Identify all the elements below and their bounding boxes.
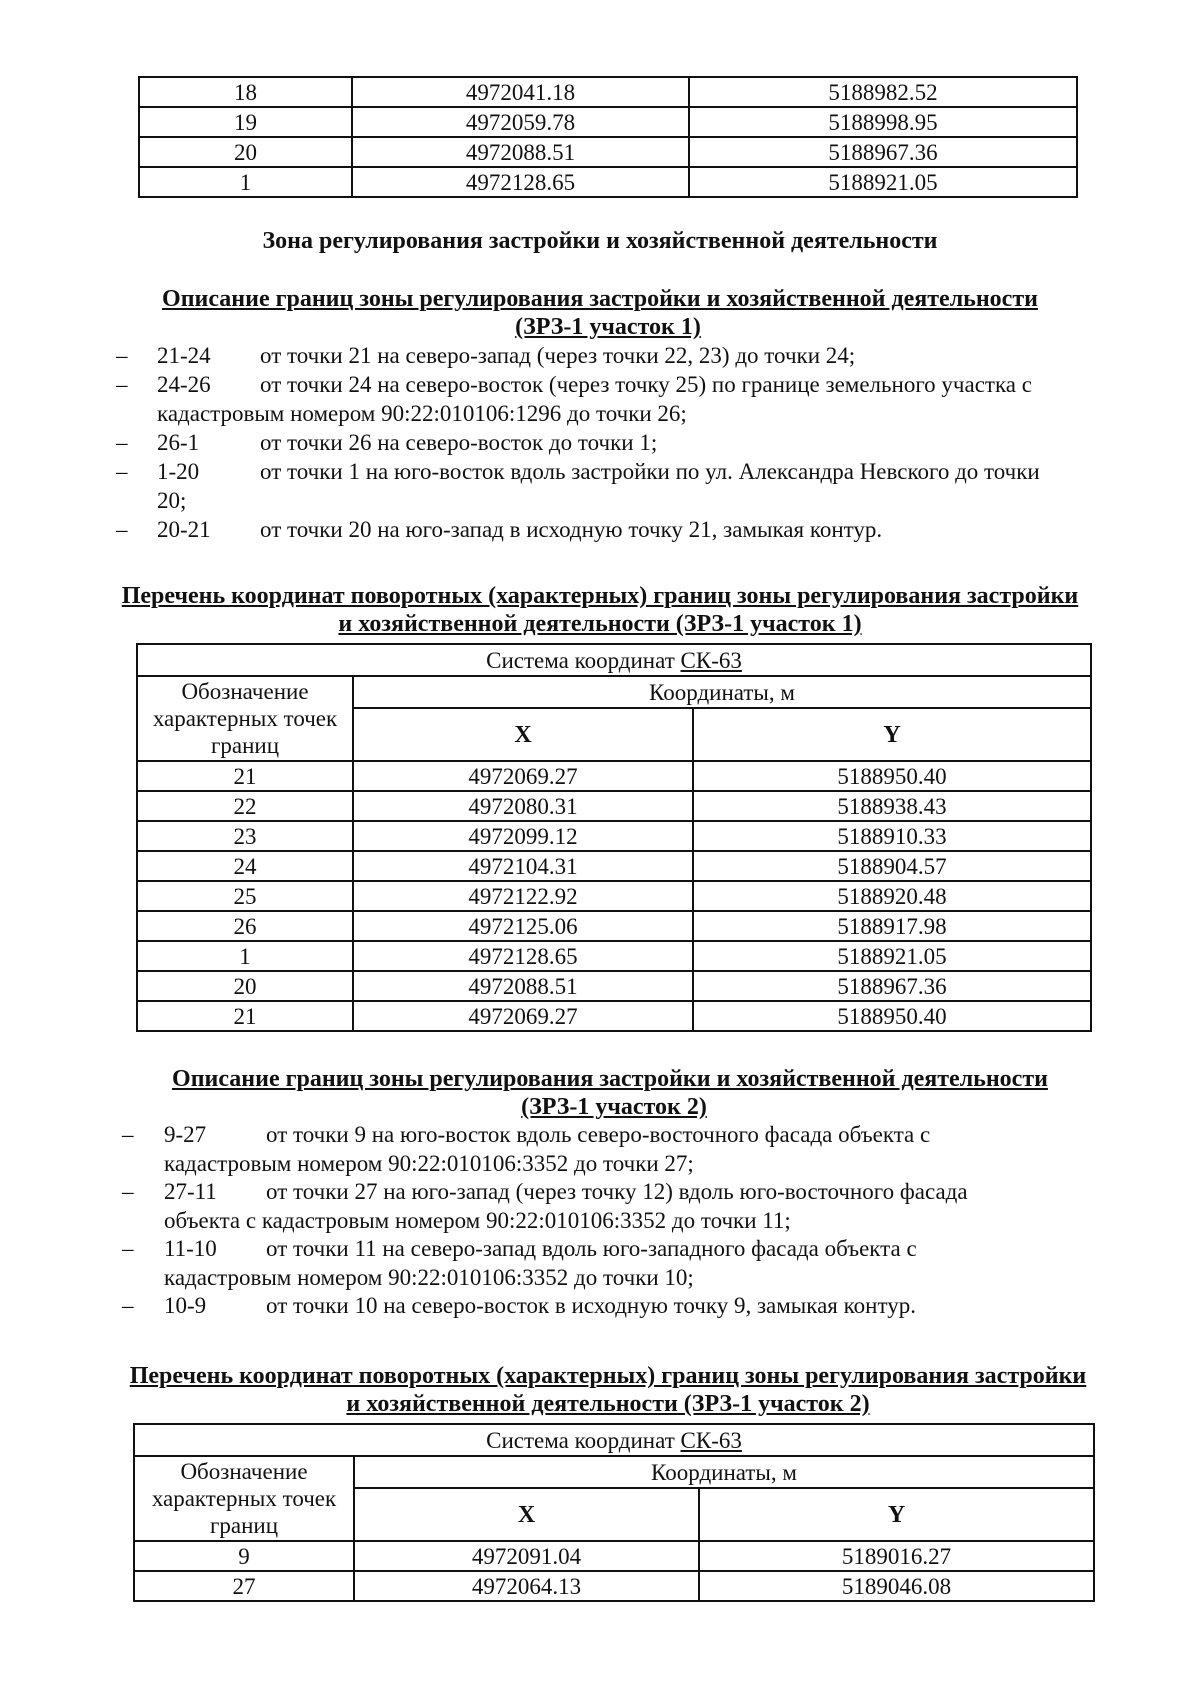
point-id-cell: 27 bbox=[134, 1571, 354, 1601]
list2-title-line2: и хозяйственной деятельности (ЗРЗ-1 участок 2) bbox=[346, 1391, 870, 1417]
segment-description-continuation: 20; bbox=[157, 488, 187, 513]
x-coordinate-cell: 4972088.51 bbox=[352, 137, 689, 167]
point-id-cell: 9 bbox=[134, 1541, 354, 1571]
y-coordinate-cell: 5188920.48 bbox=[693, 881, 1091, 911]
table-row bbox=[139, 107, 1077, 137]
y-coordinate-cell: 5188950.40 bbox=[693, 761, 1091, 791]
y-coordinate-cell: 5189016.27 bbox=[699, 1541, 1094, 1571]
coordinate-system-name: СК-63 bbox=[680, 1427, 742, 1453]
list-item bbox=[116, 515, 1180, 544]
list-item bbox=[116, 428, 1180, 457]
coordinates-table-continuation bbox=[138, 76, 1078, 198]
segment-code: 11-10 bbox=[164, 1236, 217, 1261]
table-row bbox=[137, 911, 1091, 941]
y-header: Y bbox=[699, 1488, 1094, 1541]
coordinates-header: Координаты, м bbox=[354, 1456, 1094, 1488]
x-header: X bbox=[353, 708, 693, 761]
table-row bbox=[137, 941, 1091, 971]
table-row bbox=[137, 791, 1091, 821]
table-body bbox=[134, 1424, 1094, 1601]
segment-description-continuation: кадастровым номером 90:22:010106:3352 до точки 27; bbox=[164, 1151, 694, 1176]
list-dash: – bbox=[116, 372, 128, 397]
designation-header: Обозначение характерных точек границ bbox=[134, 1456, 354, 1541]
point-id-cell: 26 bbox=[137, 911, 353, 941]
table-row bbox=[137, 821, 1091, 851]
segment-description: от точки 1 на юго-восток вдоль застройки по ул. Александра Невского до точки bbox=[260, 459, 1040, 484]
segment-code: 10-9 bbox=[164, 1293, 207, 1318]
list1-title-line2: и хозяйственной деятельности (ЗРЗ-1 участок 1) bbox=[338, 611, 862, 637]
segment-description: от точки 21 на северо-запад (через точки 22, 23) до точки 24; bbox=[260, 343, 856, 368]
x-coordinate-cell: 4972041.18 bbox=[352, 77, 689, 107]
x-header: X bbox=[354, 1488, 699, 1541]
table-header-row bbox=[137, 644, 1091, 676]
x-coordinate-cell: 4972069.27 bbox=[353, 1001, 693, 1031]
coordinate-system-cell bbox=[137, 644, 1091, 676]
list-item bbox=[122, 1120, 1180, 1178]
table-body bbox=[139, 77, 1077, 197]
x-coordinate-cell: 4972064.13 bbox=[354, 1571, 699, 1601]
table-row bbox=[137, 1001, 1091, 1031]
segment-code: 1-20 bbox=[157, 459, 200, 484]
segment-description: от точки 10 на северо-восток в исходную точку 9, замыкая контур. bbox=[266, 1293, 916, 1318]
table-row bbox=[139, 137, 1077, 167]
section2-title-line2: (ЗРЗ-1 участок 2) bbox=[521, 1094, 707, 1120]
segment-code: 9-27 bbox=[164, 1122, 207, 1147]
list-item bbox=[116, 457, 1180, 515]
section2-title-line1: Описание границ зоны регулирования застройки и хозяйственной деятельности bbox=[172, 1066, 1048, 1092]
y-coordinate-cell: 5188917.98 bbox=[693, 911, 1091, 941]
y-coordinate-cell: 5189046.08 bbox=[699, 1571, 1094, 1601]
list2-title-line1: Перечень координат поворотных (характерных) границ зоны регулирования застройки bbox=[129, 1363, 1087, 1389]
table-row bbox=[137, 881, 1091, 911]
list-item bbox=[116, 341, 1180, 370]
point-id-cell: 21 bbox=[137, 1001, 353, 1031]
segment-code: 20-21 bbox=[157, 517, 211, 542]
x-coordinate-cell: 4972128.65 bbox=[353, 941, 693, 971]
list-item bbox=[122, 1234, 1180, 1292]
y-coordinate-cell: 5188950.40 bbox=[693, 1001, 1091, 1031]
segment-description-continuation: объекта с кадастровым номером 90:22:010106:3352 до точки 11; bbox=[164, 1208, 791, 1233]
segment-description: от точки 24 на северо-восток (через точку 25) по границе земельного участка с bbox=[260, 372, 1032, 397]
y-coordinate-cell: 5188967.36 bbox=[693, 971, 1091, 1001]
point-id-cell: 24 bbox=[137, 851, 353, 881]
table-header-row bbox=[134, 1456, 1094, 1488]
section1-title-line1: Описание границ зоны регулирования застройки и хозяйственной деятельности bbox=[162, 286, 1038, 312]
segment-description: от точки 20 на юго-запад в исходную точку 21, замыкая контур. bbox=[260, 517, 883, 542]
table-row bbox=[139, 77, 1077, 107]
zone-title: Зона регулирования застройки и хозяйственной деятельности bbox=[262, 228, 938, 254]
coordinate-system-cell bbox=[134, 1424, 1094, 1456]
x-coordinate-cell: 4972091.04 bbox=[354, 1541, 699, 1571]
table-header-row bbox=[134, 1424, 1094, 1456]
x-coordinate-cell: 4972069.27 bbox=[353, 761, 693, 791]
x-coordinate-cell: 4972059.78 bbox=[352, 107, 689, 137]
x-coordinate-cell: 4972080.31 bbox=[353, 791, 693, 821]
x-coordinate-cell: 4972099.12 bbox=[353, 821, 693, 851]
x-coordinate-cell: 4972104.31 bbox=[353, 851, 693, 881]
list-dash: – bbox=[116, 430, 128, 455]
y-coordinate-cell: 5188998.95 bbox=[689, 107, 1077, 137]
segment-description: от точки 26 на северо-восток до точки 1; bbox=[260, 430, 658, 455]
point-id-cell: 21 bbox=[137, 761, 353, 791]
x-coordinate-cell: 4972122.92 bbox=[353, 881, 693, 911]
table-body bbox=[137, 644, 1091, 1031]
table-row bbox=[137, 971, 1091, 1001]
point-id-cell: 1 bbox=[139, 167, 352, 197]
y-coordinate-cell: 5188938.43 bbox=[693, 791, 1091, 821]
coordinates-table-2 bbox=[133, 1423, 1095, 1602]
segment-description-continuation: кадастровым номером 90:22:010106:3352 до точки 10; bbox=[164, 1265, 694, 1290]
list1-title-line1: Перечень координат поворотных (характерных) границ зоны регулирования застройки bbox=[121, 583, 1079, 609]
y-coordinate-cell: 5188921.05 bbox=[693, 941, 1091, 971]
segment-code: 27-11 bbox=[164, 1179, 217, 1204]
point-id-cell: 19 bbox=[139, 107, 352, 137]
y-coordinate-cell: 5188982.52 bbox=[689, 77, 1077, 107]
list-dash: – bbox=[122, 1122, 134, 1147]
table-row bbox=[134, 1571, 1094, 1601]
segment-code: 24-26 bbox=[157, 372, 211, 397]
table-row bbox=[137, 851, 1091, 881]
section1-title-line2: (ЗРЗ-1 участок 1) bbox=[515, 314, 701, 340]
point-id-cell: 1 bbox=[137, 941, 353, 971]
point-id-cell: 25 bbox=[137, 881, 353, 911]
table-row bbox=[139, 167, 1077, 197]
list-dash: – bbox=[116, 459, 128, 484]
segment-code: 26-1 bbox=[157, 430, 200, 455]
point-id-cell: 23 bbox=[137, 821, 353, 851]
list-dash: – bbox=[122, 1293, 134, 1318]
point-id-cell: 20 bbox=[139, 137, 352, 167]
coordinates-table-1 bbox=[136, 643, 1092, 1032]
x-coordinate-cell: 4972088.51 bbox=[353, 971, 693, 1001]
list-item bbox=[122, 1291, 1180, 1320]
segment-code: 21-24 bbox=[157, 343, 211, 368]
coordinate-system-prefix: Система координат bbox=[486, 647, 681, 673]
list-dash: – bbox=[122, 1179, 134, 1204]
segment-description: от точки 27 на юго-запад (через точку 12) вдоль юго-восточного фасада bbox=[266, 1179, 968, 1204]
y-coordinate-cell: 5188921.05 bbox=[689, 167, 1077, 197]
x-coordinate-cell: 4972125.06 bbox=[353, 911, 693, 941]
list-item bbox=[116, 370, 1180, 428]
x-coordinate-cell: 4972128.65 bbox=[352, 167, 689, 197]
point-id-cell: 22 bbox=[137, 791, 353, 821]
y-coordinate-cell: 5188904.57 bbox=[693, 851, 1091, 881]
segment-description: от точки 9 на юго-восток вдоль северо-восточного фасада объекта с bbox=[266, 1122, 931, 1147]
segment-description: от точки 11 на северо-запад вдоль юго-западного фасада объекта с bbox=[266, 1236, 917, 1261]
point-id-cell: 18 bbox=[139, 77, 352, 107]
table-row bbox=[134, 1541, 1094, 1571]
coordinate-system-prefix: Система координат bbox=[486, 1427, 681, 1453]
y-coordinate-cell: 5188967.36 bbox=[689, 137, 1077, 167]
list-dash: – bbox=[116, 343, 128, 368]
designation-header: Обозначение характерных точек границ bbox=[137, 676, 353, 761]
y-header: Y bbox=[693, 708, 1091, 761]
point-id-cell: 20 bbox=[137, 971, 353, 1001]
coordinate-system-name: СК-63 bbox=[680, 647, 742, 673]
table-header-row bbox=[137, 676, 1091, 708]
y-coordinate-cell: 5188910.33 bbox=[693, 821, 1091, 851]
list-item bbox=[122, 1177, 1180, 1235]
table-row bbox=[137, 761, 1091, 791]
list-dash: – bbox=[122, 1236, 134, 1261]
coordinates-header: Координаты, м bbox=[353, 676, 1091, 708]
segment-description-continuation: кадастровым номером 90:22:010106:1296 до точки 26; bbox=[157, 401, 687, 426]
list-dash: – bbox=[116, 517, 128, 542]
